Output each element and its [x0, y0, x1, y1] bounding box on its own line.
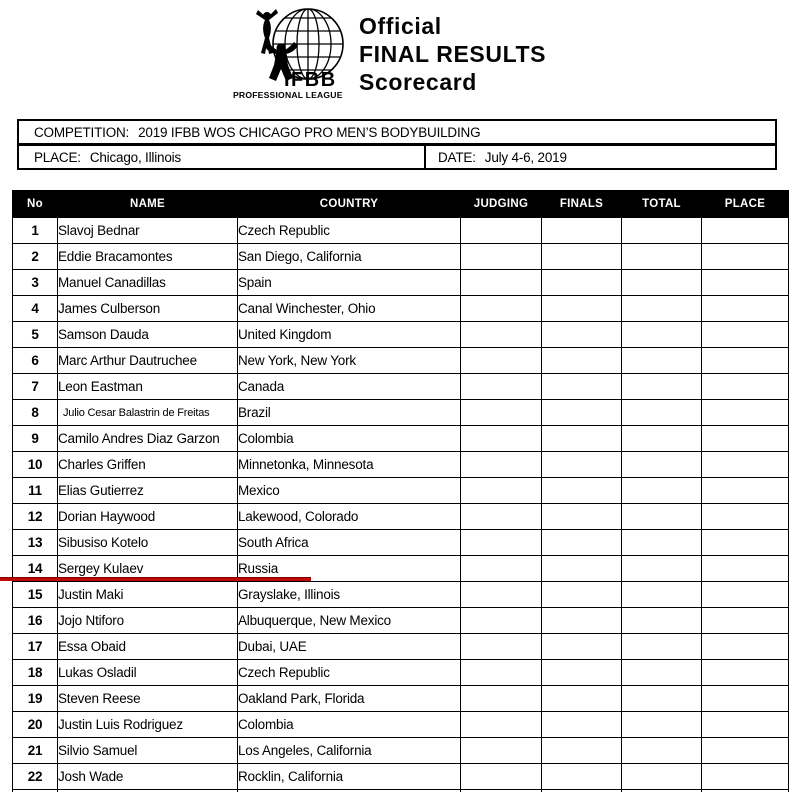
- place-label: PLACE:: [34, 149, 81, 165]
- row-place-cell: [702, 244, 789, 270]
- row-judging-cell: [461, 348, 542, 374]
- row-no-cell: 7: [13, 374, 58, 400]
- row-judging-cell: [461, 244, 542, 270]
- row-judging-cell: [461, 530, 542, 556]
- row-no-cell: 10: [13, 452, 58, 478]
- row-country-cell: Lakewood, Colorado: [238, 504, 461, 530]
- row-no-cell: 14: [13, 556, 58, 582]
- row-place-cell: [702, 634, 789, 660]
- row-no-cell: 1: [13, 218, 58, 244]
- table-row: [13, 582, 789, 608]
- row-no-cell: 17: [13, 634, 58, 660]
- column-header-name: NAME: [58, 191, 238, 218]
- row-finals-cell: [542, 296, 622, 322]
- row-total-cell: [622, 218, 702, 244]
- row-no-cell: 18: [13, 660, 58, 686]
- results-table-header: [13, 191, 789, 218]
- row-country-cell: San Diego, California: [238, 244, 461, 270]
- row-country-cell: Canada: [238, 374, 461, 400]
- row-finals-cell: [542, 400, 622, 426]
- ifbb-logo-graphic: [228, 4, 352, 102]
- logo-suborg-text: PROFESSIONAL LEAGUE: [233, 90, 343, 100]
- row-judging-cell: [461, 322, 542, 348]
- row-place-cell: [702, 478, 789, 504]
- table-row: [13, 400, 789, 426]
- row-judging-cell: [461, 582, 542, 608]
- row-total-cell: [622, 270, 702, 296]
- red-underline-annotation: [0, 577, 311, 581]
- row-finals-cell: [542, 374, 622, 400]
- row-name-cell: Dorian Haywood: [58, 504, 238, 530]
- row-finals-cell: [542, 348, 622, 374]
- row-total-cell: [622, 634, 702, 660]
- row-judging-cell: [461, 374, 542, 400]
- row-name-cell: Justin Luis Rodriguez: [58, 712, 238, 738]
- row-place-cell: [702, 218, 789, 244]
- row-judging-cell: [461, 764, 542, 790]
- row-total-cell: [622, 686, 702, 712]
- row-name-cell: Lukas Osladil: [58, 660, 238, 686]
- row-no-cell: 9: [13, 426, 58, 452]
- row-total-cell: [622, 660, 702, 686]
- date-label: DATE:: [438, 149, 476, 165]
- row-no-cell: 12: [13, 504, 58, 530]
- row-total-cell: [622, 374, 702, 400]
- row-finals-cell: [542, 556, 622, 582]
- place-value: Chicago, Illinois: [89, 149, 181, 165]
- row-no-cell: 2: [13, 244, 58, 270]
- row-no-cell: 22: [13, 764, 58, 790]
- row-finals-cell: [542, 608, 622, 634]
- row-no-cell: 4: [13, 296, 58, 322]
- row-country-cell: Brazil: [238, 400, 461, 426]
- row-place-cell: [702, 374, 789, 400]
- date-box: [424, 144, 777, 170]
- row-name-cell: Julio Cesar Balastrin de Freitas: [58, 400, 238, 426]
- competition-box: [17, 119, 777, 145]
- row-judging-cell: [461, 218, 542, 244]
- row-judging-cell: [461, 660, 542, 686]
- row-place-cell: [702, 270, 789, 296]
- results-table-body: [13, 218, 789, 792]
- row-total-cell: [622, 426, 702, 452]
- place-box: [17, 144, 426, 170]
- row-finals-cell: [542, 764, 622, 790]
- row-name-cell: Eddie Bracamontes: [58, 244, 238, 270]
- row-country-cell: Czech Republic: [238, 218, 461, 244]
- table-row: [13, 634, 789, 660]
- row-total-cell: [622, 478, 702, 504]
- row-judging-cell: [461, 452, 542, 478]
- row-total-cell: [622, 712, 702, 738]
- row-country-cell: South Africa: [238, 530, 461, 556]
- row-name-cell: Sibusiso Kotelo: [58, 530, 238, 556]
- table-row: [13, 374, 789, 400]
- row-country-cell: Canal Winchester, Ohio: [238, 296, 461, 322]
- row-place-cell: [702, 712, 789, 738]
- row-total-cell: [622, 504, 702, 530]
- row-total-cell: [622, 348, 702, 374]
- column-header-country: COUNTRY: [238, 191, 461, 218]
- ifbb-logo: [228, 4, 352, 102]
- row-country-cell: New York, New York: [238, 348, 461, 374]
- row-name-cell: Elias Gutierrez: [58, 478, 238, 504]
- table-row: [13, 452, 789, 478]
- row-finals-cell: [542, 244, 622, 270]
- table-row: [13, 764, 789, 790]
- row-judging-cell: [461, 686, 542, 712]
- row-name-cell: Silvio Samuel: [58, 738, 238, 764]
- row-finals-cell: [542, 270, 622, 296]
- table-row: [13, 218, 789, 244]
- row-country-cell: United Kingdom: [238, 322, 461, 348]
- row-place-cell: [702, 348, 789, 374]
- row-name-cell: Jojo Ntiforo: [58, 608, 238, 634]
- row-country-cell: Colombia: [238, 426, 461, 452]
- row-no-cell: 19: [13, 686, 58, 712]
- row-no-cell: 15: [13, 582, 58, 608]
- row-finals-cell: [542, 582, 622, 608]
- row-no-cell: 21: [13, 738, 58, 764]
- row-name-cell: Essa Obaid: [58, 634, 238, 660]
- row-country-cell: Los Angeles, California: [238, 738, 461, 764]
- row-judging-cell: [461, 296, 542, 322]
- table-row: [13, 712, 789, 738]
- row-judging-cell: [461, 556, 542, 582]
- row-place-cell: [702, 738, 789, 764]
- row-name-cell: Josh Wade: [58, 764, 238, 790]
- row-finals-cell: [542, 530, 622, 556]
- table-row: [13, 738, 789, 764]
- row-finals-cell: [542, 478, 622, 504]
- row-finals-cell: [542, 322, 622, 348]
- table-row: [13, 504, 789, 530]
- column-header-place: PLACE: [702, 191, 789, 218]
- table-row: [13, 322, 789, 348]
- row-judging-cell: [461, 270, 542, 296]
- row-place-cell: [702, 426, 789, 452]
- row-country-cell: Oakland Park, Florida: [238, 686, 461, 712]
- row-no-cell: 6: [13, 348, 58, 374]
- row-finals-cell: [542, 504, 622, 530]
- table-row: [13, 530, 789, 556]
- row-finals-cell: [542, 426, 622, 452]
- row-judging-cell: [461, 400, 542, 426]
- table-row: [13, 478, 789, 504]
- competition-info-section: [17, 119, 777, 170]
- row-place-cell: [702, 452, 789, 478]
- row-total-cell: [622, 608, 702, 634]
- table-row: [13, 348, 789, 374]
- row-country-cell: Rocklin, California: [238, 764, 461, 790]
- row-name-cell: Leon Eastman: [58, 374, 238, 400]
- row-country-cell: Grayslake, Illinois: [238, 582, 461, 608]
- row-country-cell: Dubai, UAE: [238, 634, 461, 660]
- row-total-cell: [622, 530, 702, 556]
- column-header-total: TOTAL: [622, 191, 702, 218]
- scorecard-title: [359, 12, 546, 96]
- row-name-cell: Sergey Kulaev: [58, 556, 238, 582]
- row-total-cell: [622, 400, 702, 426]
- row-no-cell: 3: [13, 270, 58, 296]
- title-line-3: Scorecard: [359, 69, 477, 95]
- row-finals-cell: [542, 738, 622, 764]
- row-name-cell: Charles Griffen: [58, 452, 238, 478]
- date-value: July 4-6, 2019: [484, 149, 567, 165]
- row-place-cell: [702, 400, 789, 426]
- row-name-cell: Steven Reese: [58, 686, 238, 712]
- row-judging-cell: [461, 504, 542, 530]
- row-total-cell: [622, 452, 702, 478]
- row-judging-cell: [461, 634, 542, 660]
- row-no-cell: 5: [13, 322, 58, 348]
- table-row: [13, 426, 789, 452]
- row-finals-cell: [542, 218, 622, 244]
- row-judging-cell: [461, 426, 542, 452]
- row-place-cell: [702, 660, 789, 686]
- table-row: [13, 270, 789, 296]
- table-row: [13, 660, 789, 686]
- row-finals-cell: [542, 686, 622, 712]
- title-line-2: FINAL RESULTS: [359, 41, 547, 67]
- row-place-cell: [702, 686, 789, 712]
- row-country-cell: Mexico: [238, 478, 461, 504]
- row-country-cell: Spain: [238, 270, 461, 296]
- row-total-cell: [622, 556, 702, 582]
- row-judging-cell: [461, 738, 542, 764]
- table-row: [13, 608, 789, 634]
- row-place-cell: [702, 556, 789, 582]
- column-header-no: No: [13, 191, 58, 218]
- row-total-cell: [622, 296, 702, 322]
- column-header-finals: FINALS: [542, 191, 622, 218]
- row-name-cell: Slavoj Bednar: [58, 218, 238, 244]
- row-judging-cell: [461, 608, 542, 634]
- column-header-judging: JUDGING: [461, 191, 542, 218]
- table-row: [13, 296, 789, 322]
- row-name-cell: Manuel Canadillas: [58, 270, 238, 296]
- row-no-cell: 11: [13, 478, 58, 504]
- row-place-cell: [702, 322, 789, 348]
- row-no-cell: 8: [13, 400, 58, 426]
- row-no-cell: 20: [13, 712, 58, 738]
- row-total-cell: [622, 738, 702, 764]
- row-country-cell: Czech Republic: [238, 660, 461, 686]
- row-finals-cell: [542, 712, 622, 738]
- row-name-cell: Camilo Andres Diaz Garzon: [58, 426, 238, 452]
- row-place-cell: [702, 504, 789, 530]
- row-total-cell: [622, 322, 702, 348]
- table-row: [13, 244, 789, 270]
- row-place-cell: [702, 530, 789, 556]
- row-no-cell: 16: [13, 608, 58, 634]
- row-total-cell: [622, 764, 702, 790]
- row-no-cell: 13: [13, 530, 58, 556]
- row-place-cell: [702, 296, 789, 322]
- row-place-cell: [702, 608, 789, 634]
- row-country-cell: Minnetonka, Minnesota: [238, 452, 461, 478]
- row-judging-cell: [461, 478, 542, 504]
- row-country-cell: Colombia: [238, 712, 461, 738]
- row-judging-cell: [461, 712, 542, 738]
- row-country-cell: Albuquerque, New Mexico: [238, 608, 461, 634]
- results-table: [12, 190, 789, 792]
- row-name-cell: Marc Arthur Dautruchee: [58, 348, 238, 374]
- row-total-cell: [622, 582, 702, 608]
- row-total-cell: [622, 244, 702, 270]
- row-finals-cell: [542, 634, 622, 660]
- row-name-cell: James Culberson: [58, 296, 238, 322]
- table-row: [13, 686, 789, 712]
- logo-org-text: IFBB: [284, 69, 337, 91]
- row-finals-cell: [542, 660, 622, 686]
- title-line-1: Official: [359, 13, 442, 39]
- row-country-cell: Russia: [238, 556, 461, 582]
- place-date-row: [17, 144, 777, 170]
- row-finals-cell: [542, 452, 622, 478]
- competition-value: 2019 IFBB WOS CHICAGO PRO MEN’S BODYBUILDING: [138, 124, 481, 140]
- competition-label: COMPETITION:: [34, 124, 130, 140]
- row-place-cell: [702, 764, 789, 790]
- row-place-cell: [702, 582, 789, 608]
- row-name-cell: Justin Maki: [58, 582, 238, 608]
- row-name-cell: Samson Dauda: [58, 322, 238, 348]
